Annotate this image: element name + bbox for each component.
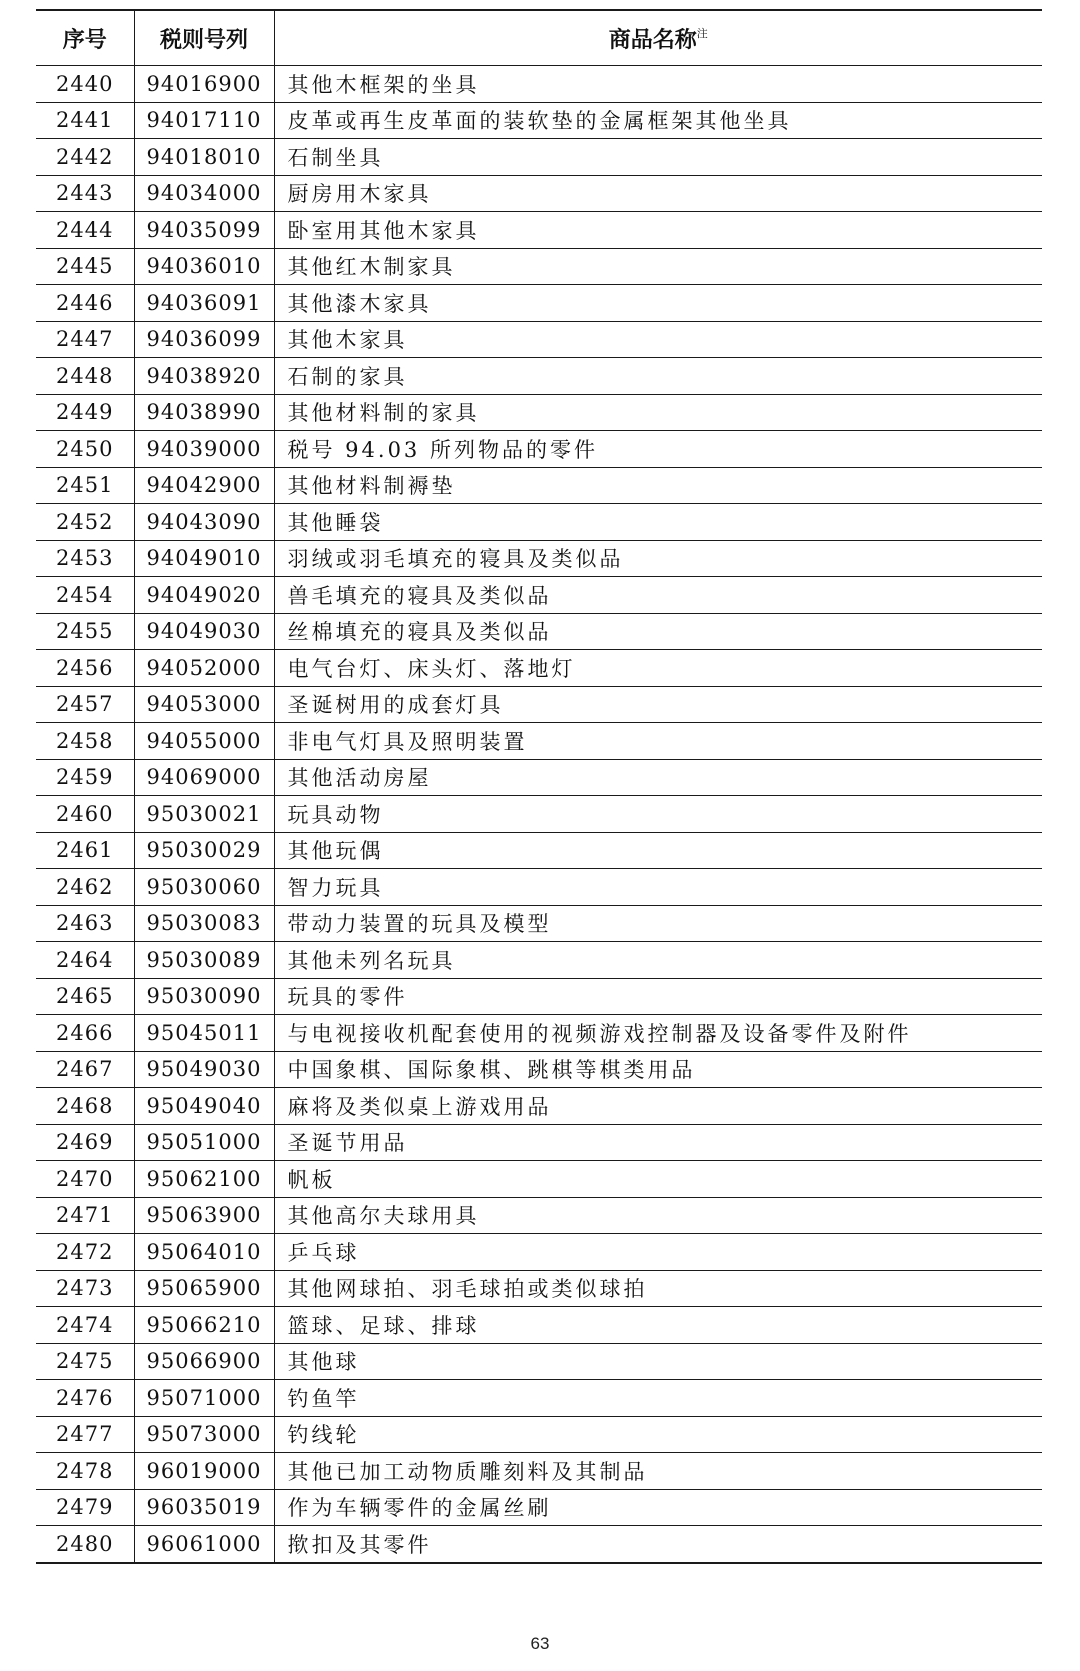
table-row: [36, 175, 1042, 212]
header-code-label: 税则号列: [159, 27, 248, 53]
row-name-cell: 非电气灯具及照明装置: [274, 723, 1042, 760]
header-name-note: 注: [696, 26, 708, 40]
row-name-cell: 作为车辆零件的金属丝刷: [274, 1489, 1042, 1526]
row-code-cell: 94042900: [134, 467, 274, 504]
table-row: [36, 1380, 1042, 1417]
row-code-cell: 95030029: [134, 832, 274, 869]
table-row: [36, 1453, 1042, 1490]
row-name-cell: 篮球、足球、排球: [274, 1307, 1042, 1344]
table-row: [36, 1015, 1042, 1052]
table-row: [36, 1343, 1042, 1380]
row-code-cell: 95030060: [134, 869, 274, 906]
table-row: [36, 1416, 1042, 1453]
table-row: [36, 139, 1042, 176]
row-seq-cell: 2443: [36, 175, 134, 212]
page-number: 63: [530, 1634, 550, 1653]
row-code-cell: 94039000: [134, 431, 274, 468]
table-row: [36, 1489, 1042, 1526]
table-row: [36, 358, 1042, 395]
header-seq: [36, 10, 134, 66]
row-seq-cell: 2445: [36, 248, 134, 285]
row-name-cell: 其他玩偶: [274, 832, 1042, 869]
row-seq-cell: 2440: [36, 66, 134, 103]
row-seq-cell: 2448: [36, 358, 134, 395]
row-name-cell: 其他球: [274, 1343, 1042, 1380]
row-name-cell: 其他网球拍、羽毛球拍或类似球拍: [274, 1270, 1042, 1307]
table-row: [36, 248, 1042, 285]
row-code-cell: 94049010: [134, 540, 274, 577]
row-code-cell: 95071000: [134, 1380, 274, 1417]
row-name-cell: 乒乓球: [274, 1234, 1042, 1271]
row-seq-cell: 2449: [36, 394, 134, 431]
row-seq-cell: 2462: [36, 869, 134, 906]
row-name-cell: 丝棉填充的寝具及类似品: [274, 613, 1042, 650]
row-seq-cell: 2452: [36, 504, 134, 541]
row-name-cell: 智力玩具: [274, 869, 1042, 906]
table-row: [36, 1124, 1042, 1161]
row-name-cell: 其他睡袋: [274, 504, 1042, 541]
row-seq-cell: 2444: [36, 212, 134, 249]
table-row: [36, 905, 1042, 942]
row-name-cell: 玩具的零件: [274, 978, 1042, 1015]
row-code-cell: 95030089: [134, 942, 274, 979]
row-name-cell: 石制坐具: [274, 139, 1042, 176]
table-body: [36, 66, 1042, 1563]
table-row: [36, 869, 1042, 906]
row-code-cell: 94038920: [134, 358, 274, 395]
row-code-cell: 94053000: [134, 686, 274, 723]
row-seq-cell: 2466: [36, 1015, 134, 1052]
row-name-cell: 其他漆木家具: [274, 285, 1042, 322]
row-seq-cell: 2442: [36, 139, 134, 176]
row-code-cell: 95049030: [134, 1051, 274, 1088]
row-code-cell: 94036010: [134, 248, 274, 285]
row-name-cell: 玩具动物: [274, 796, 1042, 833]
row-seq-cell: 2477: [36, 1416, 134, 1453]
row-seq-cell: 2446: [36, 285, 134, 322]
row-code-cell: 95066900: [134, 1343, 274, 1380]
table-row: [36, 1526, 1042, 1563]
row-name-cell: 兽毛填充的寝具及类似品: [274, 577, 1042, 614]
row-seq-cell: 2453: [36, 540, 134, 577]
row-seq-cell: 2461: [36, 832, 134, 869]
row-name-cell: 带动力装置的玩具及模型: [274, 905, 1042, 942]
row-code-cell: 94049020: [134, 577, 274, 614]
row-name-cell: 帆板: [274, 1161, 1042, 1198]
row-seq-cell: 2469: [36, 1124, 134, 1161]
table-row: [36, 66, 1042, 103]
row-code-cell: 95073000: [134, 1416, 274, 1453]
table-row: [36, 504, 1042, 541]
row-name-cell: 其他活动房屋: [274, 759, 1042, 796]
row-code-cell: 95066210: [134, 1307, 274, 1344]
table-row: [36, 540, 1042, 577]
row-seq-cell: 2475: [36, 1343, 134, 1380]
row-code-cell: 94055000: [134, 723, 274, 760]
row-seq-cell: 2463: [36, 905, 134, 942]
row-code-cell: 95051000: [134, 1124, 274, 1161]
table-row: [36, 212, 1042, 249]
row-seq-cell: 2465: [36, 978, 134, 1015]
row-code-cell: 95030083: [134, 905, 274, 942]
row-seq-cell: 2464: [36, 942, 134, 979]
row-name-cell: 皮革或再生皮革面的装软垫的金属框架其他坐具: [274, 102, 1042, 139]
row-name-cell: 电气台灯、床头灯、落地灯: [274, 650, 1042, 687]
row-name-cell: 税号 94.03 所列物品的零件: [274, 431, 1042, 468]
row-seq-cell: 2476: [36, 1380, 134, 1417]
row-code-cell: 95030090: [134, 978, 274, 1015]
row-name-cell: 钓鱼竿: [274, 1380, 1042, 1417]
table-row: [36, 759, 1042, 796]
row-seq-cell: 2472: [36, 1234, 134, 1271]
header-name: [274, 10, 1042, 66]
row-code-cell: 95063900: [134, 1197, 274, 1234]
table-row: [36, 942, 1042, 979]
row-name-cell: 其他木框架的坐具: [274, 66, 1042, 103]
row-seq-cell: 2480: [36, 1526, 134, 1563]
table-row: [36, 321, 1042, 358]
row-name-cell: 揿扣及其零件: [287, 1532, 432, 1557]
row-code-cell: 95064010: [134, 1234, 274, 1271]
table-row: [36, 431, 1042, 468]
tariff-table: [36, 9, 1042, 1564]
table-row: [36, 723, 1042, 760]
table-row: [36, 650, 1042, 687]
table-row: [36, 102, 1042, 139]
row-seq-cell: 2441: [36, 102, 134, 139]
table-row: [36, 832, 1042, 869]
row-code-cell: 94036099: [134, 321, 274, 358]
table-row: [36, 1234, 1042, 1271]
table-row: [36, 796, 1042, 833]
row-name-cell: 钓线轮: [274, 1416, 1042, 1453]
row-code-cell: 94017110: [134, 102, 274, 139]
row-name-cell: 圣诞树用的成套灯具: [274, 686, 1042, 723]
row-seq-cell: 2455: [36, 613, 134, 650]
table-row: [36, 613, 1042, 650]
row-name-cell: 羽绒或羽毛填充的寝具及类似品: [274, 540, 1042, 577]
row-name-cell: 其他高尔夫球用具: [274, 1197, 1042, 1234]
row-seq-cell: 2460: [36, 796, 134, 833]
row-code-cell: 94034000: [134, 175, 274, 212]
row-code-cell: 94018010: [134, 139, 274, 176]
row-seq-cell: 2451: [36, 467, 134, 504]
table-row: [36, 978, 1042, 1015]
row-seq-cell: 2457: [36, 686, 134, 723]
table-row: [36, 1197, 1042, 1234]
row-name-cell: 厨房用木家具: [274, 175, 1042, 212]
row-seq-cell: 2478: [36, 1453, 134, 1490]
row-name-cell: 麻将及类似桌上游戏用品: [274, 1088, 1042, 1125]
table-row: [36, 577, 1042, 614]
row-name-cell: 石制的家具: [274, 358, 1042, 395]
header-name-label: 商品名称: [608, 27, 697, 53]
row-seq-cell: 2479: [36, 1489, 134, 1526]
table-header: [36, 10, 1042, 66]
row-seq-cell: 2447: [36, 321, 134, 358]
row-name-cell: 其他未列名玩具: [274, 942, 1042, 979]
header-row: [36, 10, 1042, 66]
row-seq-cell: 2474: [36, 1307, 134, 1344]
row-seq-cell: 2470: [36, 1161, 134, 1198]
table-row: [36, 1051, 1042, 1088]
row-seq-cell: 2459: [36, 759, 134, 796]
row-code-cell: 95065900: [134, 1270, 274, 1307]
row-name-cell: 其他木家具: [274, 321, 1042, 358]
table-row: [36, 1088, 1042, 1125]
row-seq-cell: 2473: [36, 1270, 134, 1307]
row-code-cell: 94049030: [134, 613, 274, 650]
row-name-cell: 卧室用其他木家具: [274, 212, 1042, 249]
row-code-cell: 94036091: [134, 285, 274, 322]
table-row: [36, 285, 1042, 322]
table-row: [36, 467, 1042, 504]
row-code-cell: 94052000: [134, 650, 274, 687]
row-seq-cell: 2468: [36, 1088, 134, 1125]
table-row: [36, 394, 1042, 431]
row-seq-cell: 2450: [36, 431, 134, 468]
row-seq-cell: 2458: [36, 723, 134, 760]
row-seq-cell: 2454: [36, 577, 134, 614]
row-code-cell: 94069000: [134, 759, 274, 796]
row-name-cell: 其他已加工动物质雕刻料及其制品: [274, 1453, 1042, 1490]
row-name-cell: 中国象棋、国际象棋、跳棋等棋类用品: [274, 1051, 1042, 1088]
row-code-cell: 95062100: [134, 1161, 274, 1198]
row-code-cell: 94038990: [134, 394, 274, 431]
row-code-cell: 94016900: [134, 66, 274, 103]
row-name-cell: 其他红木制家具: [274, 248, 1042, 285]
row-code-cell: 95030021: [134, 796, 274, 833]
table-row: [36, 1307, 1042, 1344]
table-row: [36, 686, 1042, 723]
row-code-cell: 96019000: [134, 1453, 274, 1490]
row-seq-cell: 2456: [36, 650, 134, 687]
header-code: [134, 10, 274, 66]
row-code-cell: 94043090: [134, 504, 274, 541]
row-code-cell: 96061000: [134, 1526, 274, 1563]
row-code-cell: 95049040: [134, 1088, 274, 1125]
row-seq-cell: 2471: [36, 1197, 134, 1234]
row-name-cell: 与电视接收机配套使用的视频游戏控制器及设备零件及附件: [274, 1015, 1042, 1052]
row-name-cell: 圣诞节用品: [274, 1124, 1042, 1161]
table-row: [36, 1161, 1042, 1198]
row-code-cell: 95045011: [134, 1015, 274, 1052]
row-code-cell: 96035019: [134, 1489, 274, 1526]
header-seq-label: 序号: [62, 27, 107, 53]
table-row: [36, 1270, 1042, 1307]
row-name-cell: 其他材料制的家具: [274, 394, 1042, 431]
row-seq-cell: 2467: [36, 1051, 134, 1088]
row-name-cell: 其他材料制褥垫: [274, 467, 1042, 504]
row-code-cell: 94035099: [134, 212, 274, 249]
